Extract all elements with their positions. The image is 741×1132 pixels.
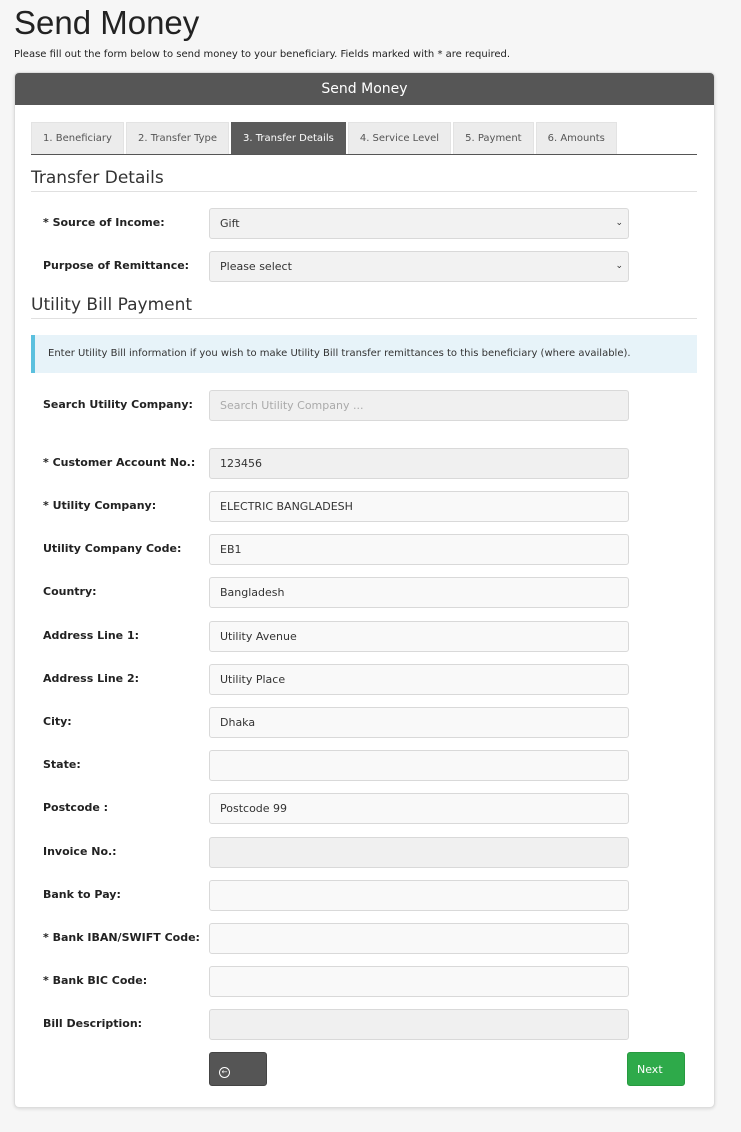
bank-iban-label: * Bank IBAN/SWIFT Code: xyxy=(43,931,200,944)
tab-service-level[interactable]: 4. Service Level xyxy=(348,122,451,154)
bank-iban-input[interactable] xyxy=(209,923,629,954)
tab-payment[interactable]: 5. Payment xyxy=(453,122,534,154)
purpose-of-remittance-row xyxy=(43,251,629,282)
bank-to-pay-row xyxy=(43,880,629,911)
next-button[interactable] xyxy=(627,1052,685,1108)
source-of-income-value: Gift xyxy=(220,217,240,230)
utility-bill-title: Utility Bill Payment xyxy=(31,295,697,319)
utility-company-label: * Utility Company: xyxy=(43,499,157,512)
tab-beneficiary[interactable]: 1. Beneficiary xyxy=(31,122,124,154)
back-button[interactable] xyxy=(209,1052,267,1108)
postcode-row xyxy=(43,793,629,824)
bank-bic-input[interactable] xyxy=(209,966,629,997)
utility-company-input[interactable]: ELECTRIC BANGLADESH xyxy=(209,491,629,522)
purpose-of-remittance-label: Purpose of Remittance: xyxy=(43,259,190,272)
bank-bic-label: * Bank BIC Code: xyxy=(43,974,148,987)
source-of-income-select[interactable] xyxy=(209,208,629,239)
back-button-label: Back xyxy=(219,1097,246,1108)
search-utility-input[interactable] xyxy=(209,390,629,421)
send-money-panel xyxy=(14,72,715,1108)
country-label: Country: xyxy=(43,585,97,598)
postcode-label: Postcode : xyxy=(43,801,109,814)
city-label: City: xyxy=(43,715,72,728)
utility-company-row xyxy=(43,491,629,522)
utility-company-code-input[interactable]: EB1 xyxy=(209,534,629,565)
arrow-right-circle-icon: → xyxy=(637,1101,648,1108)
purpose-of-remittance-value: Please select xyxy=(220,260,292,273)
address-line-1-input[interactable]: Utility Avenue xyxy=(209,621,629,652)
search-utility-row xyxy=(43,390,629,421)
tab-amounts[interactable]: 6. Amounts xyxy=(536,122,617,154)
state-label: State: xyxy=(43,758,81,771)
customer-account-label: * Customer Account No.: xyxy=(43,456,196,469)
utility-company-code-label: Utility Company Code: xyxy=(43,542,182,555)
customer-account-row xyxy=(43,448,629,479)
bank-to-pay-label: Bank to Pay: xyxy=(43,888,121,901)
bill-description-input[interactable] xyxy=(209,1009,629,1040)
invoice-input[interactable] xyxy=(209,837,629,868)
search-utility-placeholder: Search Utility Company ... xyxy=(220,399,364,412)
country-row xyxy=(43,577,629,608)
utility-company-code-row xyxy=(43,534,629,565)
purpose-of-remittance-select[interactable] xyxy=(209,251,629,282)
tab-transfer-details[interactable]: 3. Transfer Details xyxy=(231,122,346,154)
source-of-income-row xyxy=(43,208,629,239)
utility-info-box: Enter Utility Bill information if you wish to make Utility Bill transfer remittances to this beneficiary (where available). xyxy=(31,335,697,373)
wizard-tabs xyxy=(31,122,697,155)
chevron-down-icon: ⌄ xyxy=(615,261,623,271)
address-line-1-label: Address Line 1: xyxy=(43,629,140,642)
address-line-1-row xyxy=(43,621,629,652)
next-button-label: Next xyxy=(637,1063,663,1076)
bank-iban-row xyxy=(43,923,629,954)
country-input[interactable]: Bangladesh xyxy=(209,577,629,608)
address-line-2-input[interactable]: Utility Place xyxy=(209,664,629,695)
invoice-label: Invoice No.: xyxy=(43,845,117,858)
bill-description-row xyxy=(43,1009,629,1040)
search-utility-label: Search Utility Company: xyxy=(43,398,193,411)
invoice-row xyxy=(43,837,629,868)
arrow-left-circle-icon: ← xyxy=(219,1067,230,1078)
page-intro: Please fill out the form below to send money to your beneficiary. Fields marked with * are required. xyxy=(14,49,511,60)
address-line-2-row xyxy=(43,664,629,695)
city-row xyxy=(43,707,629,738)
page-title: Send Money xyxy=(14,4,200,41)
transfer-details-title: Transfer Details xyxy=(31,168,697,192)
state-input[interactable] xyxy=(209,750,629,781)
postcode-input[interactable]: Postcode 99 xyxy=(209,793,629,824)
tab-transfer-type[interactable]: 2. Transfer Type xyxy=(126,122,229,154)
source-of-income-label: * Source of Income: xyxy=(43,216,165,229)
panel-header: Send Money xyxy=(15,73,714,105)
address-line-2-label: Address Line 2: xyxy=(43,672,140,685)
bank-to-pay-input[interactable] xyxy=(209,880,629,911)
city-input[interactable]: Dhaka xyxy=(209,707,629,738)
chevron-down-icon: ⌄ xyxy=(615,218,623,228)
bank-bic-row xyxy=(43,966,629,997)
customer-account-input[interactable]: 123456 xyxy=(209,448,629,479)
bill-description-label: Bill Description: xyxy=(43,1017,143,1030)
state-row xyxy=(43,750,629,781)
